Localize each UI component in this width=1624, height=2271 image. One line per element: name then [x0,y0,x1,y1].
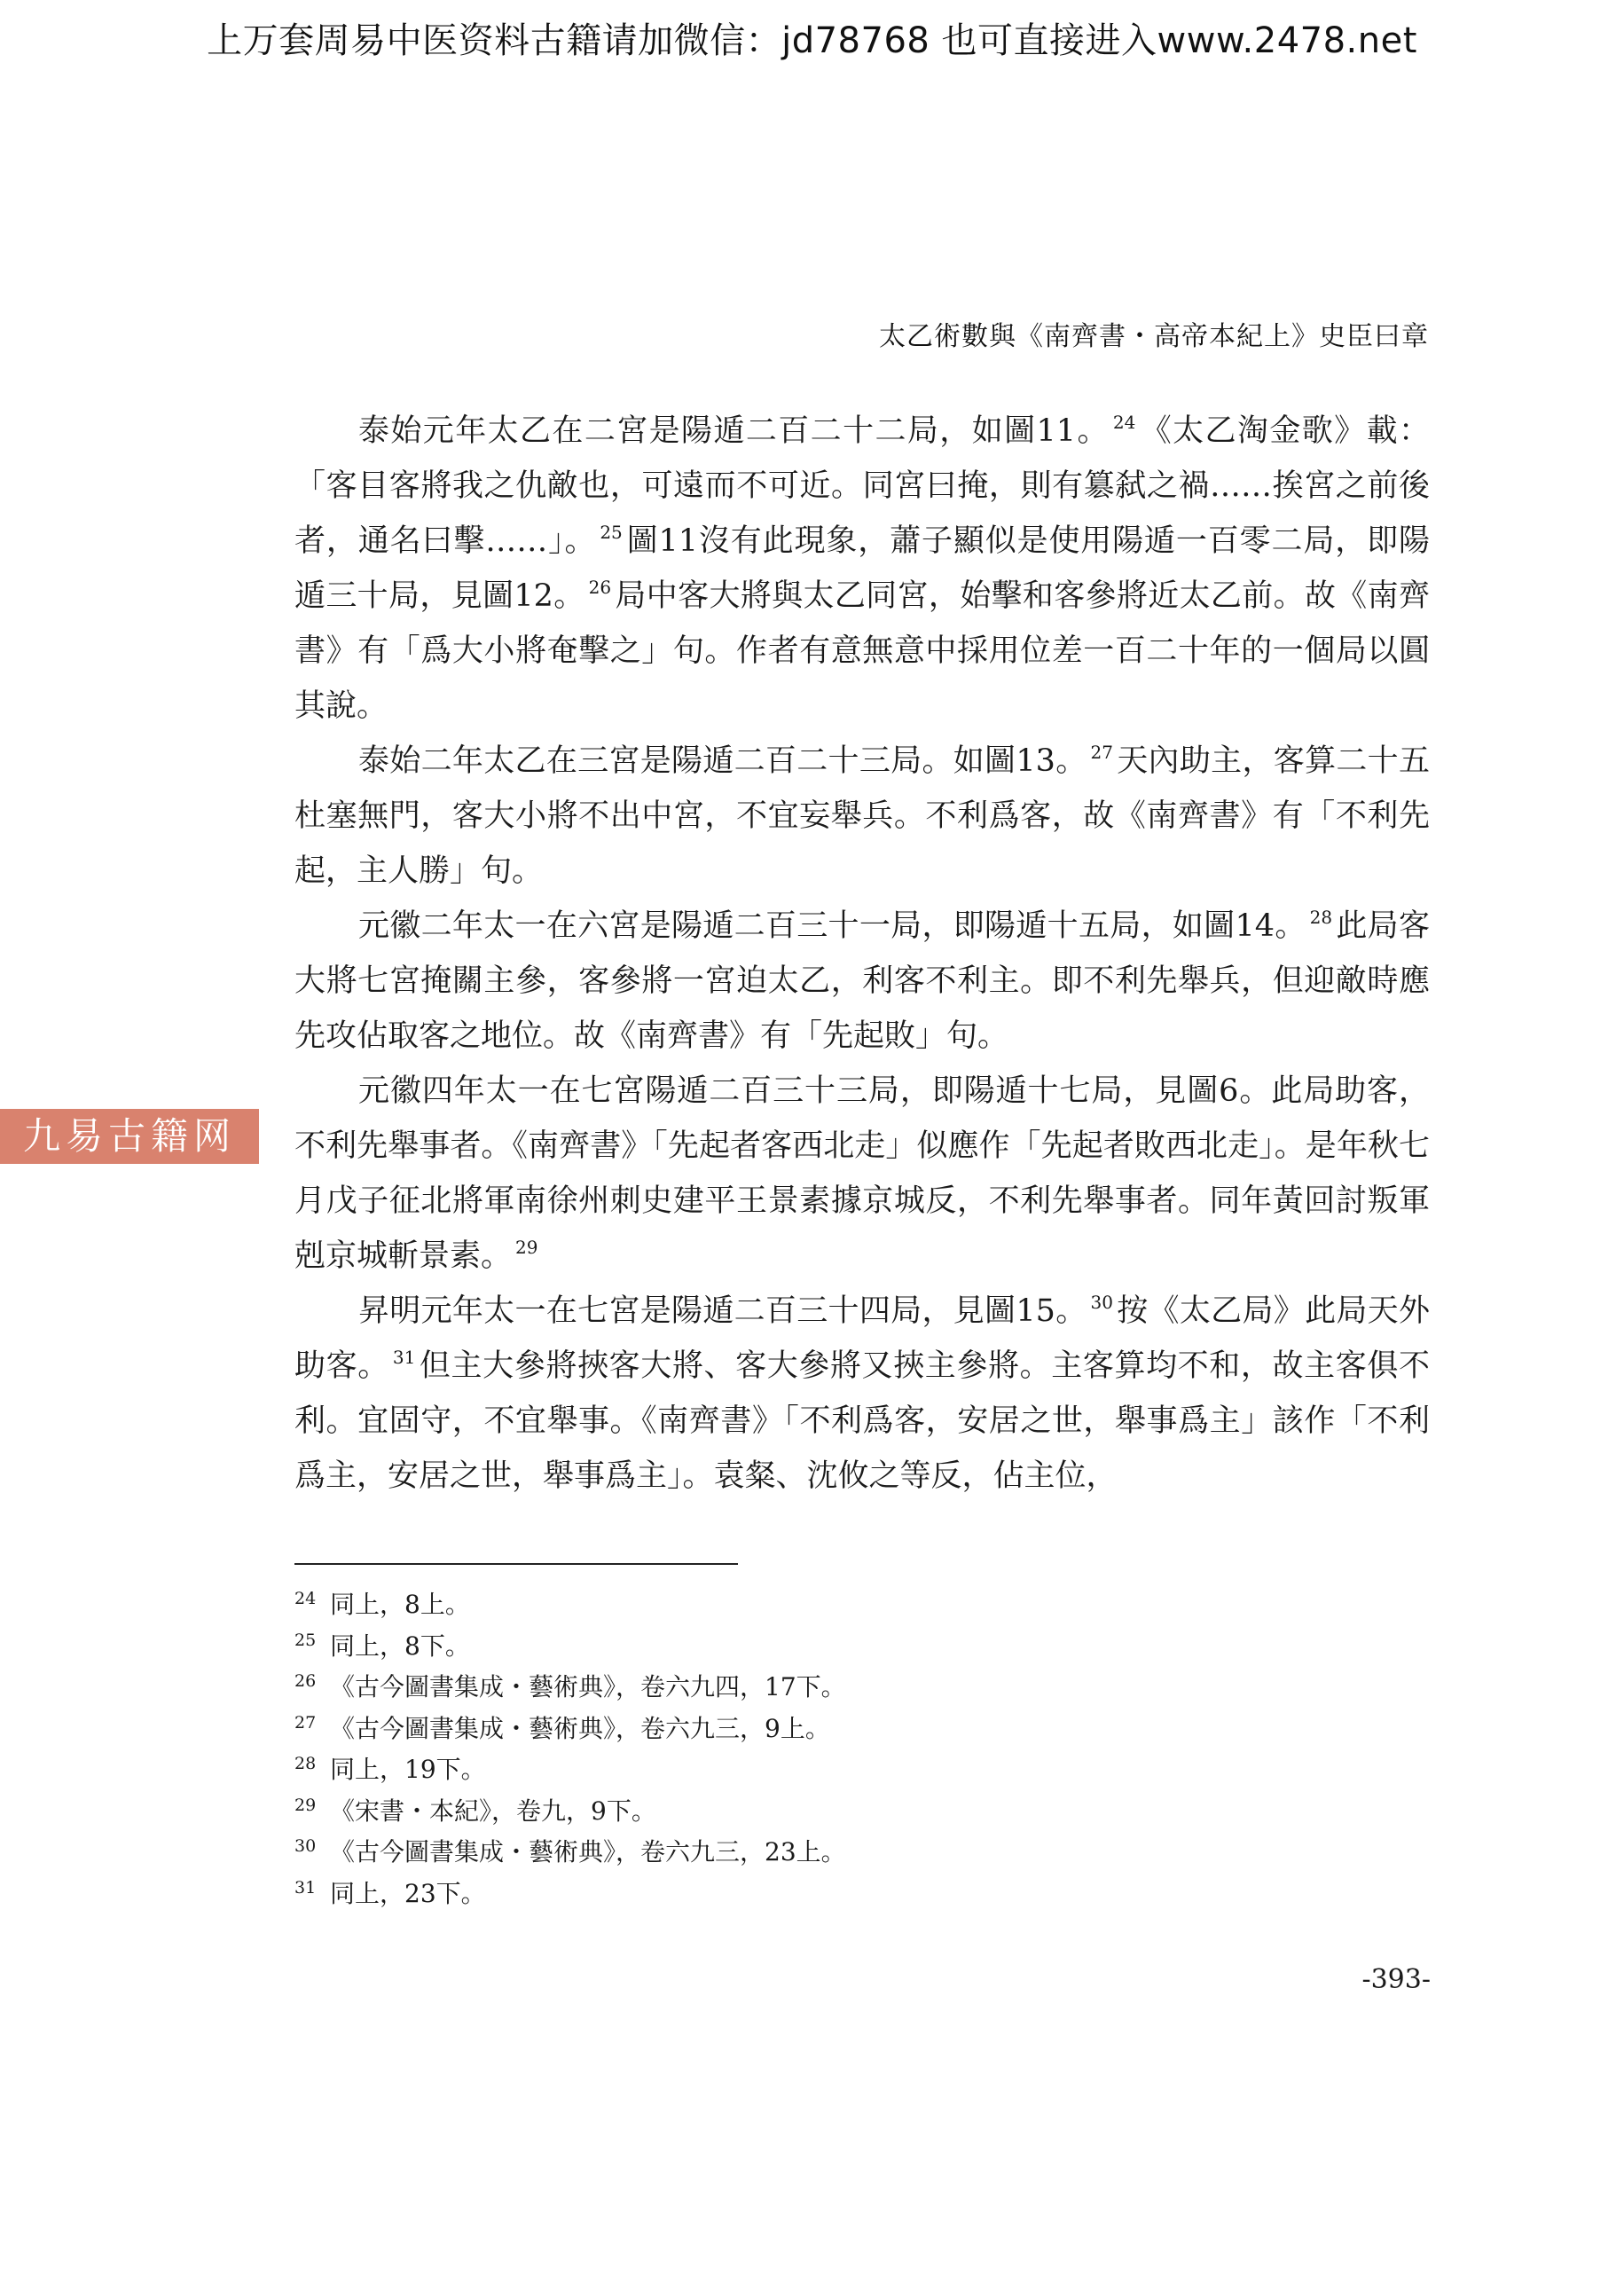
footnote-reference: 30 [1090,1292,1113,1313]
page-number: -393- [1361,1964,1431,1995]
footnote-reference: 24 [1112,412,1136,433]
paragraph-text: 泰始二年太乙在三宮是陽遁二百二十三局。如圖13。 [358,743,1087,779]
paragraph-text: 元徽四年太一在七宮陽遁二百三十三局，即陽遁十七局，見圖6。此局助客，不利先舉事者。《南齊書》「先起者客西北走」似應作「先起者敗西北走」。是年秋七月戊子征北將軍南徐州刺史建平王景素據京城反，不利先舉事者。同年黃回討叛軍剋京城斬景素。 [294,1073,1430,1274]
paragraph-text: 圖11沒有此現象，蕭子顯似是使用陽遁一百零二局，即陽遁三十局，見圖12。 [294,523,1430,614]
footnote-text: 《古今圖書集成・藝術典》，卷六九三，9上。 [330,1713,830,1743]
footnote-text: 同上，23下。 [330,1878,486,1908]
footnote: 28 同上，19下。 [294,1754,486,1784]
footnote: 25 同上，8下。 [294,1630,470,1661]
footnote-reference: 25 [600,522,623,543]
footnote: 30 《古今圖書集成・藝術典》，卷六九三，23上。 [294,1836,846,1866]
footnote: 29 《宋書・本紀》，卷九，9下。 [294,1795,656,1826]
footnote-text: 《古今圖書集成・藝術典》，卷六九四，17下。 [330,1672,846,1701]
paragraph-text: 但主大參將挾客大將、客大參將又挾主參將。主客算均不和，故主客俱不利。宜固守，不宜舉事。《南齊書》「不利爲客，安居之世，舉事爲主」該作「不利爲主，安居之世，舉事爲主」。袁粲、沈攸之等反，佔主位， [294,1348,1430,1494]
paragraph-text: 天內助主，客算二十五杜塞無門，客大小將不出中宮，不宜妄舉兵。不利爲客，故《南齊書》有「不利先起，主人勝」句。 [294,743,1430,889]
paragraph-text: 局中客大將與太乙同宮，始擊和客參將近太乙前。故《南齊書》有「爲大小將奄擊之」句。作者有意無意中採用位差一百二十年的一個局以圓其說。 [294,578,1430,724]
paragraph [294,1064,1430,1284]
footnote: 31 同上，23下。 [294,1877,486,1908]
footnotes [294,1584,1093,1914]
footnote-reference: 26 [588,577,612,598]
site-stamp: 九易古籍网 [0,1109,259,1164]
watermark-banner: 上万套周易中医资料古籍请加微信：jd78768 也可直接进入www.2478.net [207,20,1417,61]
footnote-reference: 29 [515,1237,538,1258]
paragraph-text: 按《太乙局》此局天外助客。 [294,1293,1430,1384]
footnote-text: 同上，19下。 [330,1755,486,1784]
footnote: 24 同上，8上。 [294,1589,470,1619]
footnote-reference: 31 [392,1347,416,1368]
paragraph [294,899,1430,1064]
footnote-text: 《宋書・本紀》，卷九，9下。 [330,1796,656,1826]
paragraph [294,734,1430,899]
footnote-reference: 28 [1309,907,1333,928]
footnote-divider [294,1563,738,1565]
footnote-text: 同上，8上。 [330,1590,470,1619]
footnote-text: 同上，8下。 [330,1631,470,1661]
paragraph [294,404,1430,734]
paragraph-text: 《太乙淘金歌》載：「客目客將我之仇敵也，可遠而不可近。同宮曰掩，則有簒弑之禍……挨宮之前後者，通名曰擊……」。 [294,413,1430,559]
footnote: 27 《古今圖書集成・藝術典》，卷六九三，9上。 [294,1712,830,1743]
body-text [294,404,1430,1504]
paragraph-text: 昇明元年太一在七宮是陽遁二百三十四局，見圖15。 [358,1293,1087,1329]
footnote-text: 《古今圖書集成・藝術典》，卷六九三，23上。 [330,1837,846,1866]
running-header: 太乙術數與《南齊書・高帝本紀上》史臣曰章 [879,321,1429,352]
paragraph-text: 元徽二年太一在六宮是陽遁二百三十一局，即陽遁十五局，如圖14。 [358,908,1306,944]
paragraph-text: 泰始元年太乙在二宮是陽遁二百二十二局，如圖11。 [358,413,1110,449]
paragraph [294,1284,1430,1504]
paragraph-text: 此局客大將七宮掩關主參，客參將一宮迫太乙，利客不利主。即不利先舉兵，但迎敵時應先攻佔取客之地位。故《南齊書》有「先起敗」句。 [294,908,1430,1054]
footnote: 26 《古今圖書集成・藝術典》，卷六九四，17下。 [294,1671,846,1701]
footnote-reference: 27 [1090,742,1113,763]
